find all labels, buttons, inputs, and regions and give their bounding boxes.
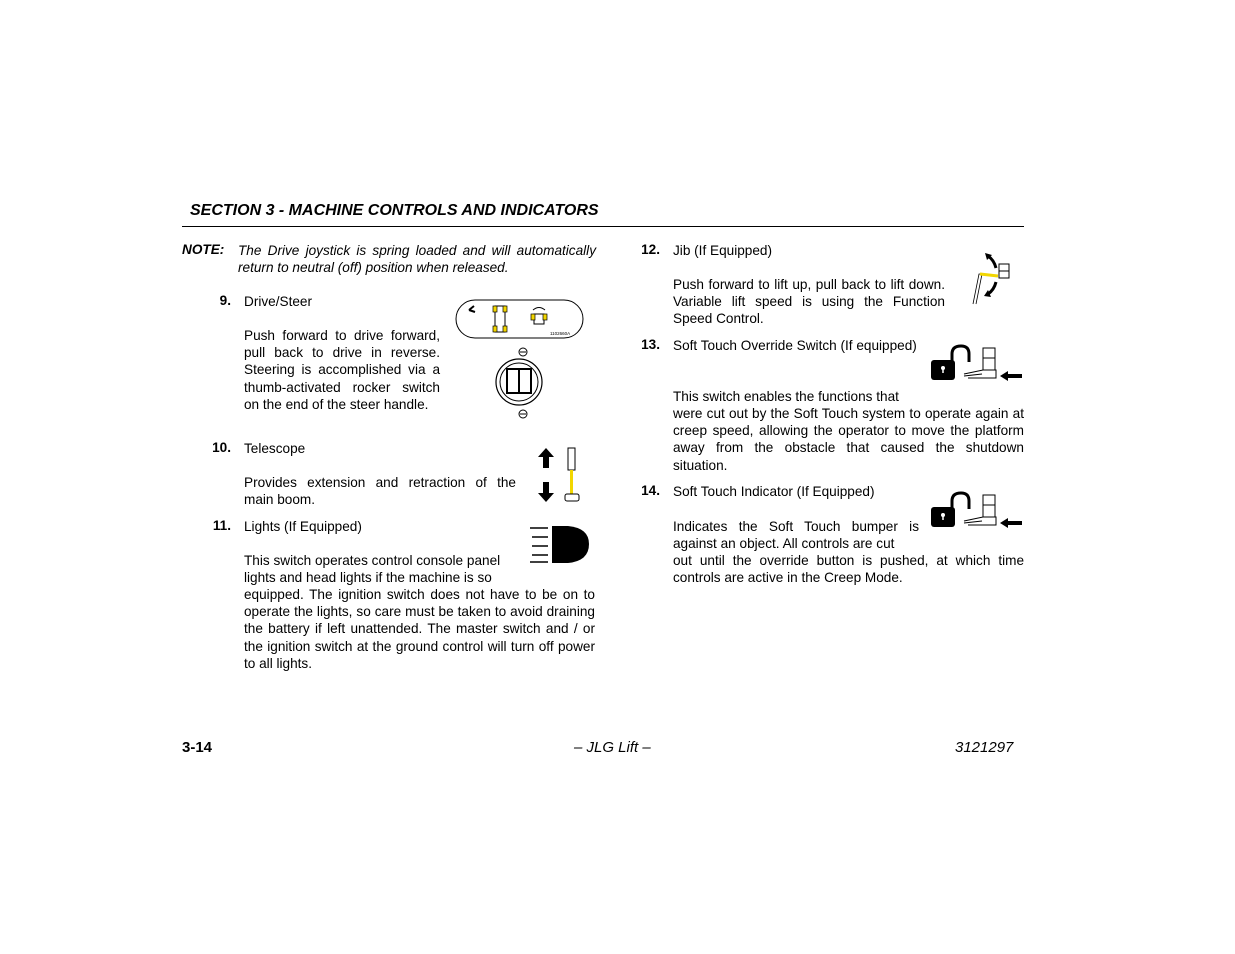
item-11-number: 11. xyxy=(212,518,231,533)
lights-icon xyxy=(530,524,592,566)
item-10-body: Provides extension and retraction of the main boom. xyxy=(244,475,516,508)
drive-steer-icon-code: 1102660A xyxy=(550,331,571,336)
item-13-number: 13. xyxy=(641,337,660,352)
item-9-body: Push forward to drive forward, pull back to drive in reverse. Steering is accomplished via a thumb-activated rocker switch on the end of the steer handle. xyxy=(244,328,440,412)
item-14-number: 14. xyxy=(641,483,660,498)
item-14-title: Soft Touch Indicator (If Equipped) xyxy=(673,484,875,499)
item-13-body-a: This switch enables the functions that xyxy=(673,389,899,404)
item-13-body-b: were cut out by the Soft Touch system to operate again at creep speed, allowing the operator to move the platform away from the obstacle that caused the shutdown situation. xyxy=(673,406,1024,473)
item-11-body-a: This switch operates control console panel lights and head lights if the machine is so xyxy=(244,553,501,586)
section-title: SECTION 3 - MACHINE CONTROLS AND INDICATORS xyxy=(190,202,599,219)
note-text: The Drive joystick is spring loaded and will automatically return to neutral (off) position when released. xyxy=(238,243,596,276)
item-12-body: Push forward to lift up, pull back to lift down. Variable lift speed is using the Function Speed Control. xyxy=(673,277,945,327)
note-label: NOTE: xyxy=(182,242,225,257)
drive-steer-icon xyxy=(455,298,585,423)
soft-touch-indicator-icon xyxy=(928,489,1024,531)
item-10-number: 10. xyxy=(212,440,231,455)
doc-number: 3121297 xyxy=(955,739,1014,756)
soft-touch-override-icon xyxy=(928,342,1024,384)
item-11-title: Lights (If Equipped) xyxy=(244,519,362,534)
item-11-body-b: equipped. The ignition switch does not have to be on to operate the lights, so care must be taken to avoid draining the battery if left unattended. The master switch and / or the ignition switch at the ground control will turn off power to all lights. xyxy=(244,587,595,671)
item-12-title: Jib (If Equipped) xyxy=(673,243,772,258)
item-9-title: Drive/Steer xyxy=(244,294,312,309)
item-12-number: 12. xyxy=(641,242,660,257)
item-14-body-b: out until the override button is pushed, at which time controls are active in the Creep Mode. xyxy=(673,553,1024,586)
item-10-title: Telescope xyxy=(244,441,306,456)
item-14-body-a: Indicates the Soft Touch bumper is against an object. All controls are cut xyxy=(673,519,919,552)
page-number: 3-14 xyxy=(182,739,213,756)
footer-center: – JLG Lift – xyxy=(574,739,651,756)
jib-icon xyxy=(968,252,1016,308)
item-9-number: 9. xyxy=(219,293,231,308)
telescope-icon xyxy=(536,446,586,506)
item-13-title: Soft Touch Override Switch (If equipped) xyxy=(673,338,917,353)
header-rule xyxy=(182,226,1024,227)
